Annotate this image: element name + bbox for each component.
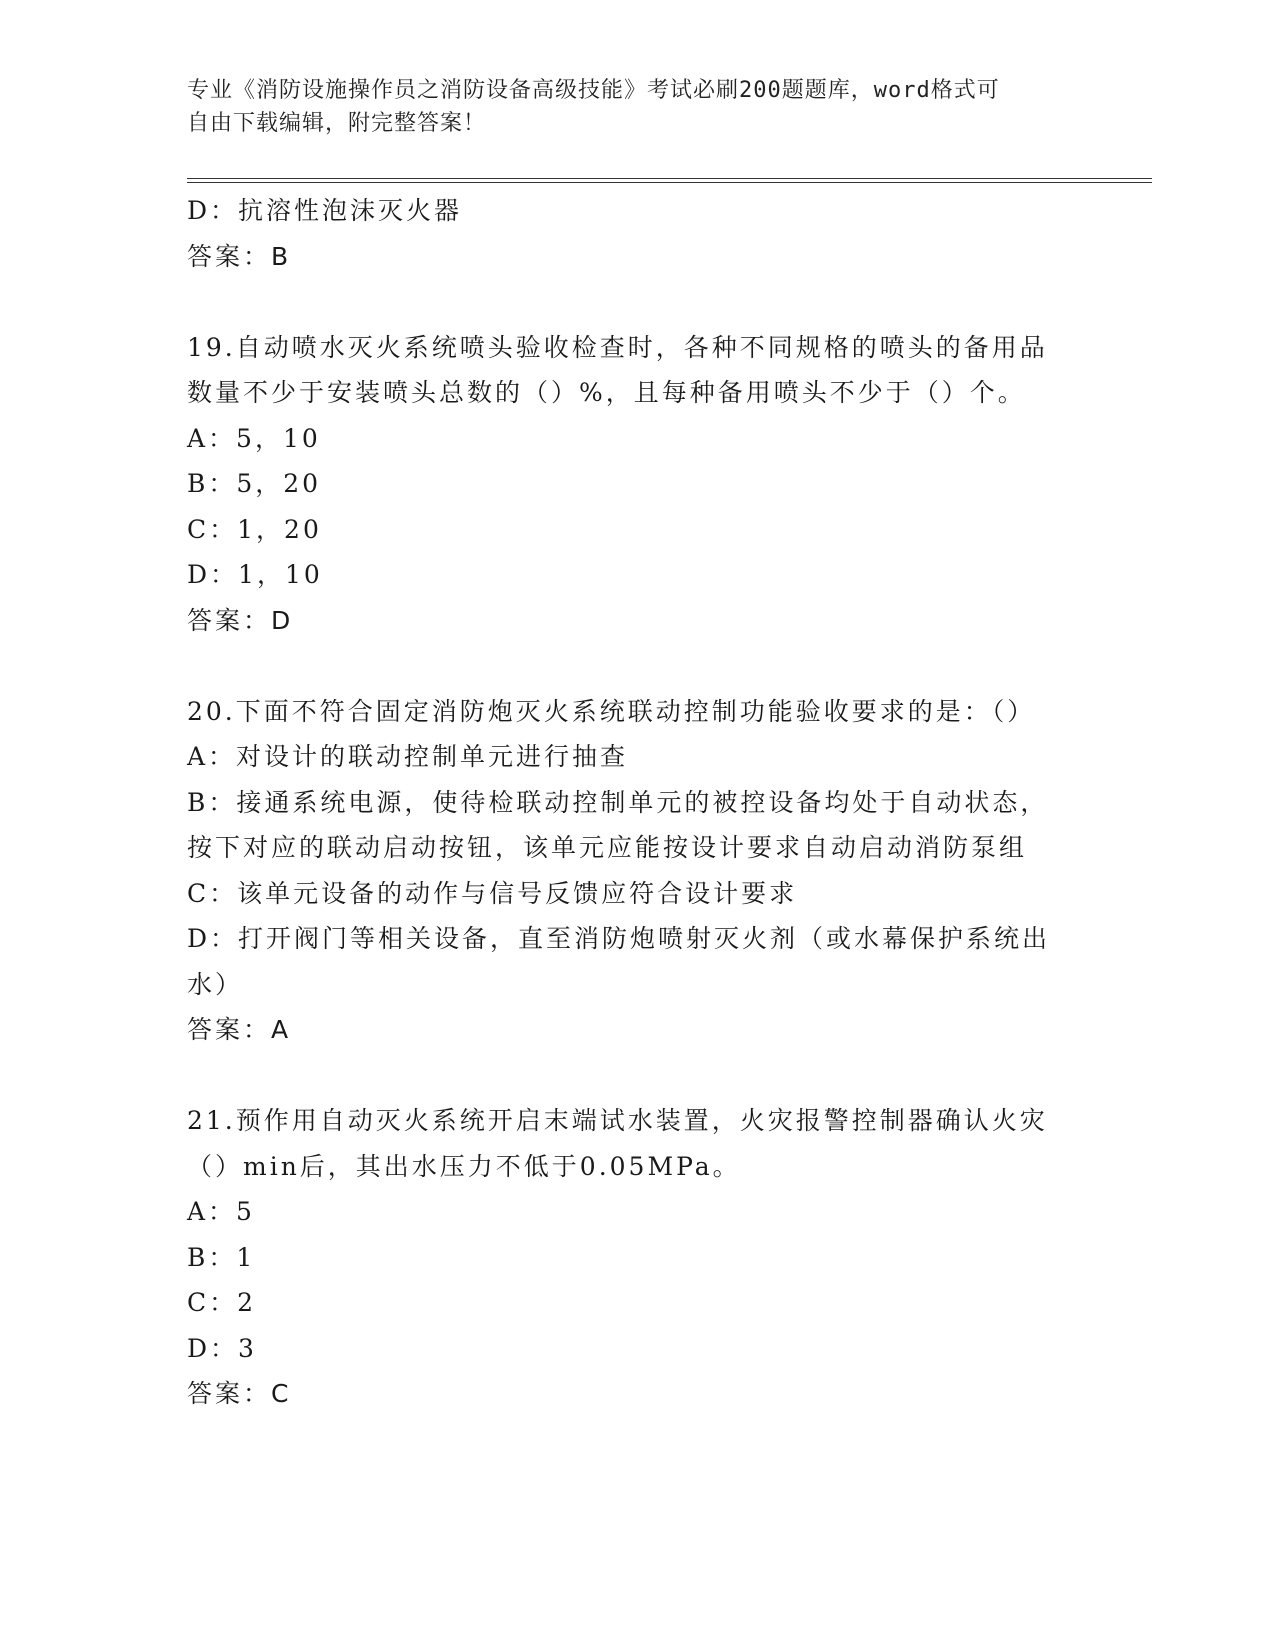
answer-line: 答案：D [187,605,294,635]
question-stem-line: （）min后，其出水压力不低于0.05MPa。 [187,1151,741,1181]
option-d: D：打开阀门等相关设备，直至消防炮喷射灭火剂（或水幕保护系统出 [187,924,1051,953]
answer-line: 答案：C [187,1379,292,1408]
document-header [187,74,1087,140]
option-c: C：2 [187,1288,257,1317]
header-line-1: 专业《消防设施操作员之消防设备高级技能》考试必刷200题题库，word格式可 [187,78,1000,103]
option-b: B：5，20 [187,469,322,498]
header-divider-bottom [187,182,1152,183]
option-b-continued: 按下对应的联动启动按钮，该单元应能按设计要求自动启动消防泵组 [187,833,1028,862]
previous-question-tail [187,188,1087,279]
option-a: A：5，10 [187,423,321,453]
spacer [187,643,1087,689]
question-21 [187,1098,1087,1417]
header-divider-top [187,178,1152,179]
option-d: D：1，10 [187,560,323,589]
question-stem-line: 20.下面不符合固定消防炮灭火系统联动控制功能验收要求的是：（） [187,696,1036,726]
option-d: D：3 [187,1333,257,1363]
option-a: A：5 [187,1197,255,1226]
option-d-continued: 水） [187,969,244,999]
spacer [187,1053,1087,1099]
question-stem-line: 19.自动喷水灭火系统喷头验收检查时，各种不同规格的喷头的备用品 [187,332,1048,362]
question-20 [187,689,1087,1053]
option-d: D：抗溶性泡沫灭火器 [187,196,463,225]
answer-line: 答案：A [187,1015,292,1044]
option-c: C：1，20 [187,514,322,544]
header-line-2: 自由下载编辑，附完整答案！ [187,111,487,136]
option-a: A：对设计的联动控制单元进行抽查 [187,742,629,771]
spacer [187,279,1087,325]
option-b: B：接通系统电源，使待检联动控制单元的被控设备均处于自动状态， [187,787,1049,817]
question-content [187,188,1087,1417]
answer-line: 答案：B [187,241,292,271]
option-b: B：1 [187,1242,256,1272]
question-stem-line: 数量不少于安装喷头总数的（）%，且每种备用喷头不少于（）个。 [187,378,1026,407]
question-stem-line: 21.预作用自动灭火系统开启末端试水装置，火灾报警控制器确认火灾 [187,1106,1048,1135]
option-c: C：该单元设备的动作与信号反馈应符合设计要求 [187,878,798,908]
question-19 [187,325,1087,644]
